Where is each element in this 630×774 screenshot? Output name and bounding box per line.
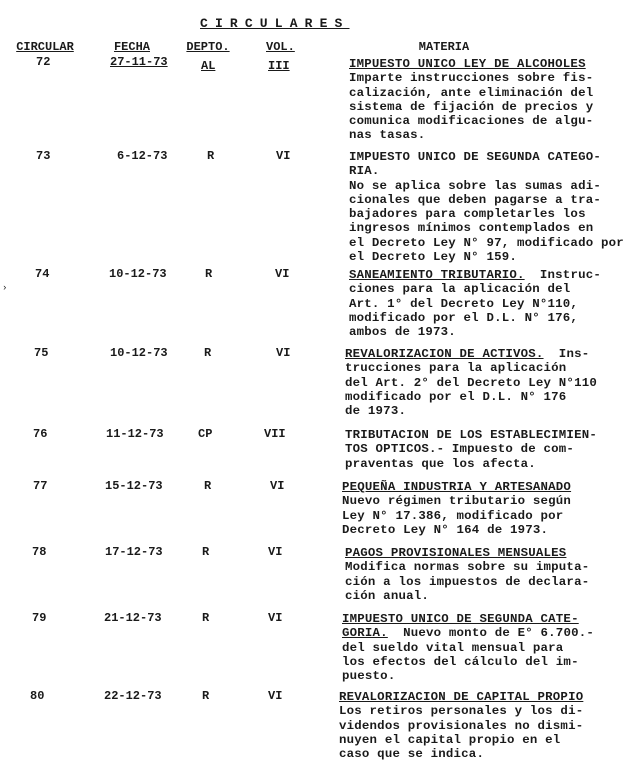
subject-text-line: de 1973. — [345, 404, 407, 419]
circular-volume: III — [268, 59, 290, 73]
circular-date: 10-12-73 — [109, 267, 167, 281]
subject-text-line: Ley N° 17.386, modificado por — [342, 508, 564, 523]
circular-department: R — [202, 689, 210, 703]
circular-number: 78 — [32, 545, 47, 559]
circular-number: 76 — [33, 427, 48, 441]
subject-heading-line — [349, 57, 593, 71]
circular-subject-block — [349, 150, 624, 264]
subject-line: el Decreto Ley N° 97, modificado por — [349, 235, 624, 250]
circular-volume: VI — [268, 611, 283, 625]
circular-volume: VI — [268, 545, 283, 559]
subject-text-line: modificado por el D.L. N° 176, — [349, 310, 579, 325]
subject-line: bajadores para completarles los — [349, 207, 586, 222]
subject-text-line: nas tasas. — [349, 128, 426, 143]
subject-text-line: caso que se indica. — [339, 747, 485, 762]
circular-department: R — [207, 149, 215, 163]
margin-mark: › — [2, 283, 8, 293]
circular-subject-block — [345, 546, 589, 603]
subject-text-line: puesto. — [342, 669, 396, 684]
subject-text-line: nuyen el capital propio en el — [339, 732, 561, 747]
subject-text-line: ción a los impuestos de declara- — [345, 574, 590, 589]
circular-date: 10-12-73 — [110, 346, 168, 360]
subject-heading: PAGOS PROVISIONALES MENSUALES — [345, 546, 567, 560]
circular-subject-block — [339, 690, 583, 761]
circular-number: 74 — [35, 267, 50, 281]
circular-subject-block — [342, 612, 594, 683]
circular-number: 73 — [36, 149, 51, 163]
subject-text-line: modificado por el D.L. N° 176 — [345, 389, 567, 404]
circular-date: 15-12-73 — [105, 479, 163, 493]
document-title: CIRCULARES — [200, 16, 350, 31]
subject-line: RIA. — [349, 164, 380, 179]
subject-heading-line — [342, 626, 594, 640]
subject-heading-cont: GORIA. — [342, 626, 388, 641]
subject-text-line: comunica modificaciones de algu- — [349, 114, 594, 129]
subject-text-line: ciones para la aplicación del — [349, 282, 571, 297]
circular-department: R — [202, 545, 210, 559]
subject-line: TRIBUTACION DE LOS ESTABLECIMIEN- — [345, 428, 597, 442]
subject-heading-line — [349, 268, 601, 282]
subject-text-line: Modifica normas sobre su imputa- — [345, 560, 590, 575]
subject-line: cionales que deben pagarse a tra- — [349, 192, 601, 207]
circular-volume: VI — [276, 149, 291, 163]
subject-text-line: Decreto Ley N° 164 de 1973. — [342, 522, 549, 537]
subject-heading-line — [342, 612, 594, 626]
circular-date: 17-12-73 — [105, 545, 163, 559]
subject-text-line: ambos de 1973. — [349, 325, 456, 340]
subject-line: praventas que los afecta. — [345, 456, 536, 471]
circular-volume: VII — [264, 427, 286, 441]
subject-text-line: sistema de fijación de precios y — [349, 99, 594, 114]
subject-text-line: Nuevo régimen tributario según — [342, 494, 572, 509]
subject-heading-line — [339, 690, 583, 704]
header-circular: CIRCULAR — [16, 40, 74, 54]
circular-volume: VI — [275, 267, 290, 281]
subject-text-line: ción anual. — [345, 588, 429, 603]
subject-text-line: Art. 1° del Decreto Ley N°110, — [349, 296, 579, 311]
subject-heading-line — [342, 480, 571, 494]
header-fecha: FECHA — [113, 40, 150, 54]
circular-department: AL — [201, 59, 216, 73]
subject-text-line: del Art. 2° del Decreto Ley N°110 — [345, 375, 597, 390]
circular-subject-block — [349, 268, 601, 339]
subject-text-line: del sueldo vital mensual para — [342, 640, 564, 655]
circular-department: R — [204, 346, 212, 360]
subject-text-line: los efectos del cálculo del im- — [342, 654, 579, 669]
subject-line: No se aplica sobre las sumas adi- — [349, 178, 601, 193]
circular-volume: VI — [268, 689, 283, 703]
subject-heading: IMPUESTO UNICO DE SEGUNDA CATE- — [342, 612, 579, 626]
subject-text-line: trucciones para la aplicación — [345, 361, 567, 376]
circular-volume: VI — [276, 346, 291, 360]
header-depto: DEPTO. — [186, 40, 230, 54]
subject-line: IMPUESTO UNICO DE SEGUNDA CATEGO- — [349, 150, 601, 164]
circular-department: R — [205, 267, 213, 281]
circular-department: CP — [198, 427, 213, 441]
circular-date: 21-12-73 — [104, 611, 162, 625]
subject-heading: REVALORIZACION DE ACTIVOS. — [345, 347, 544, 361]
subject-line: el Decreto Ley N° 159. — [349, 250, 517, 265]
circular-volume: VI — [270, 479, 285, 493]
subject-heading: IMPUESTO UNICO LEY DE ALCOHOLES — [349, 57, 586, 71]
circular-date: 22-12-73 — [104, 689, 162, 703]
circular-number: 75 — [34, 346, 49, 360]
subject-heading: PEQUEÑA INDUSTRIA Y ARTESANADO — [342, 480, 572, 494]
circular-date: 27-11-73 — [110, 55, 168, 69]
circular-date: 6-12-73 — [117, 149, 168, 163]
subject-heading: REVALORIZACION DE CAPITAL PROPIO — [339, 690, 584, 704]
circular-subject-block — [345, 428, 597, 471]
subject-text-start: Nuevo monto de E° 6.700.- — [387, 626, 594, 641]
circular-number: 80 — [30, 689, 45, 703]
subject-line: TOS OPTICOS.- Impuesto de com- — [345, 442, 575, 457]
header-vol: VOL. — [266, 40, 295, 54]
subject-heading-line — [345, 546, 589, 560]
circular-date: 11-12-73 — [106, 427, 164, 441]
circular-department: R — [202, 611, 210, 625]
circular-subject-block — [342, 480, 571, 537]
circular-number: 77 — [33, 479, 48, 493]
subject-text-line: Imparte instrucciones sobre fis- — [349, 71, 594, 86]
subject-heading-line — [345, 347, 597, 361]
header-materia: MATERIA — [418, 40, 470, 54]
circular-subject-block — [345, 347, 597, 418]
circular-subject-block — [349, 57, 593, 143]
subject-text-start: Instruc- — [524, 268, 601, 282]
subject-text-start: Ins- — [543, 347, 590, 361]
subject-text-line: Los retiros personales y los di- — [339, 704, 584, 719]
subject-line: ingresos mínimos contemplados en — [349, 221, 594, 236]
circular-department: R — [204, 479, 212, 493]
subject-text-line: videndos provisionales no dismi- — [339, 718, 584, 733]
subject-text-line: calización, ante eliminación del — [349, 85, 594, 100]
circular-number: 72 — [36, 55, 51, 69]
circular-number: 79 — [32, 611, 47, 625]
subject-heading: SANEAMIENTO TRIBUTARIO. — [349, 268, 525, 282]
